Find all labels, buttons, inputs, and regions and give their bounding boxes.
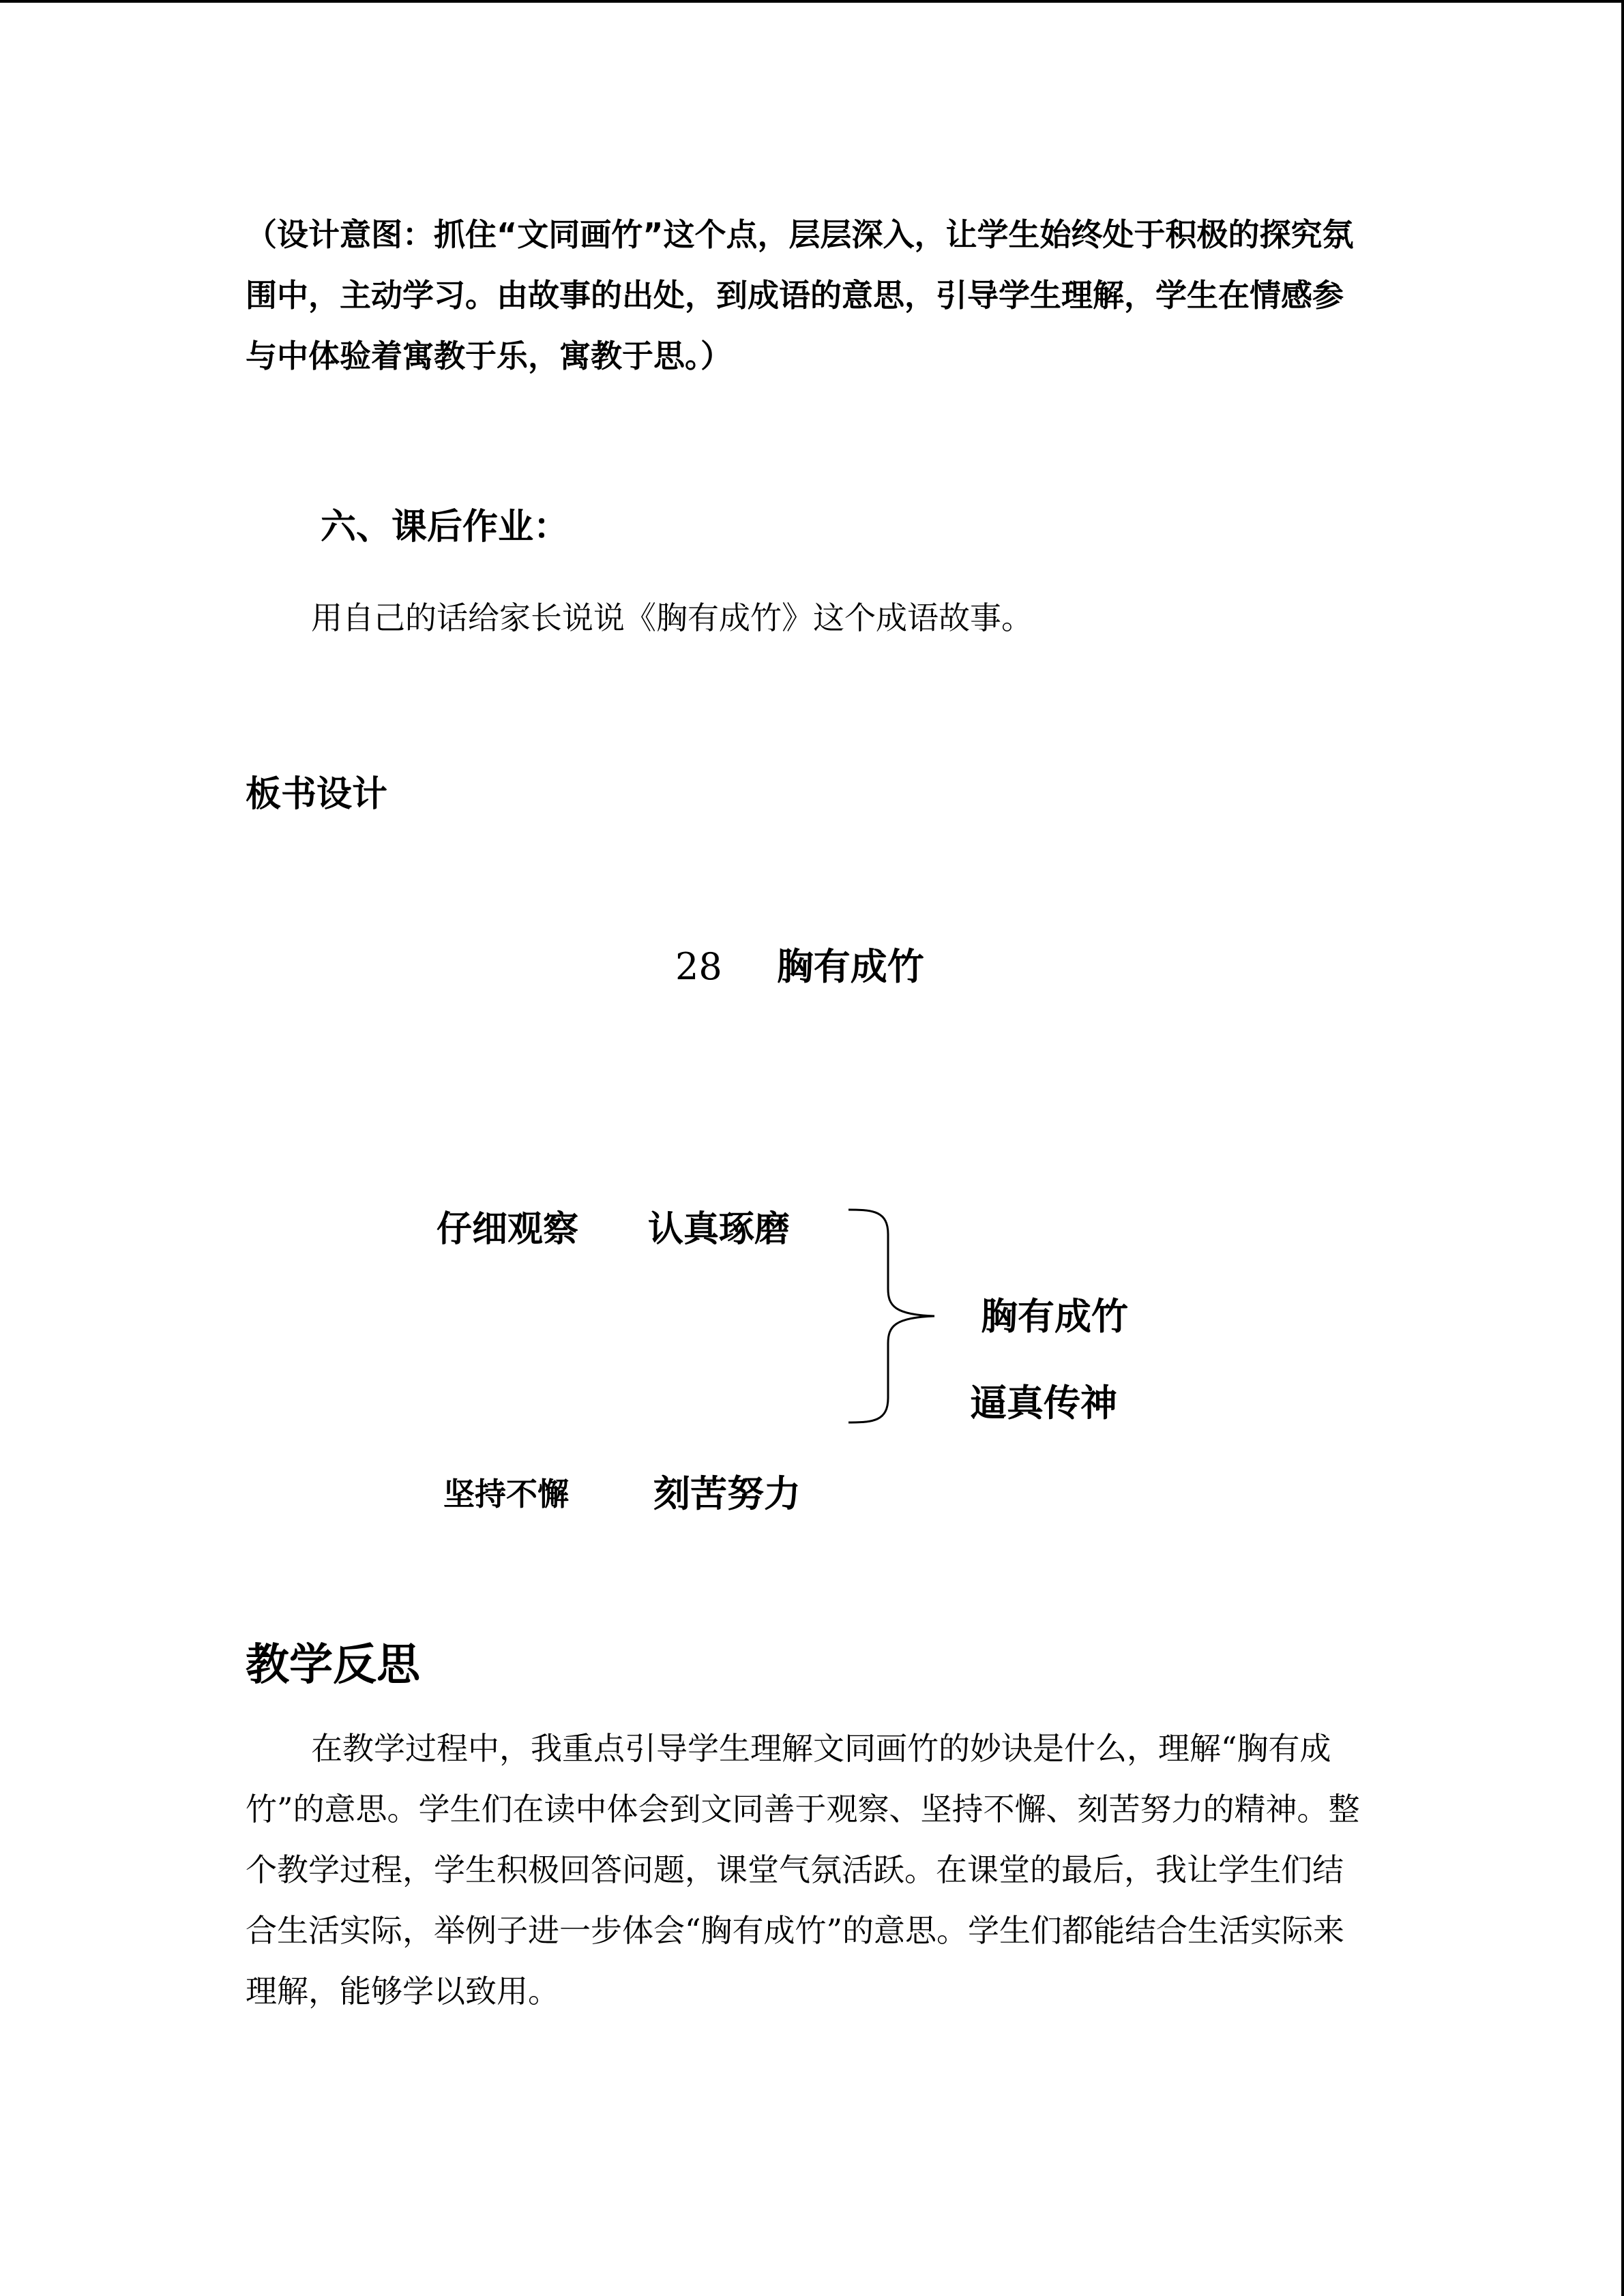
- lesson-title: 胸有成竹: [776, 944, 924, 988]
- board-word-polish: 认真琢磨: [648, 1208, 791, 1250]
- board-word-result-2: 逼真传神: [970, 1381, 1117, 1425]
- board-lesson-title: [675, 938, 924, 990]
- board-word-persist: 坚持不懈: [443, 1476, 569, 1512]
- homework-text: 用自己的话给家长说说《胸有成竹》这个成语故事。: [311, 599, 1033, 636]
- design-intent-paragraph: （设计意图：抓住“文同画竹”这个点，层层深入，让学生始终处于积极的探究氛围中，主动学习。由故事的出处，到成语的意思，引导学生理解，学生在情感参与中体验着寓教于乐，寓教于思。）: [246, 216, 1354, 374]
- right-brace-icon: [846, 1207, 941, 1425]
- board-word-observe: 仔细观察: [437, 1208, 579, 1250]
- homework-title: 六、课后作业：: [321, 506, 570, 548]
- board-word-effort: 刻苦努力: [653, 1472, 801, 1515]
- reflection-paragraph: 在教学过程中，我重点引导学生理解文同画竹的妙诀是什么，理解“胸有成竹”的意思。学生们在读中体会到文同善于观察、坚持不懈、刻苦努力的精神。整个教学过程，学生积极回答问题，课堂气氛活跃。在课堂的最后，我让学生们结合生活实际，举例子进一步体会“胸有成竹”的意思。学生们都能结合生活实际来理解，能够学以致用。: [246, 1730, 1360, 2010]
- page-border-top: [0, 0, 1624, 3]
- page-border-right: [1621, 0, 1624, 2296]
- board-design-heading: 板书设计: [246, 773, 388, 815]
- board-word-result-1: 胸有成竹: [981, 1294, 1128, 1338]
- lesson-number: 28: [675, 945, 722, 988]
- reflection-heading: 教学反思: [246, 1639, 420, 1690]
